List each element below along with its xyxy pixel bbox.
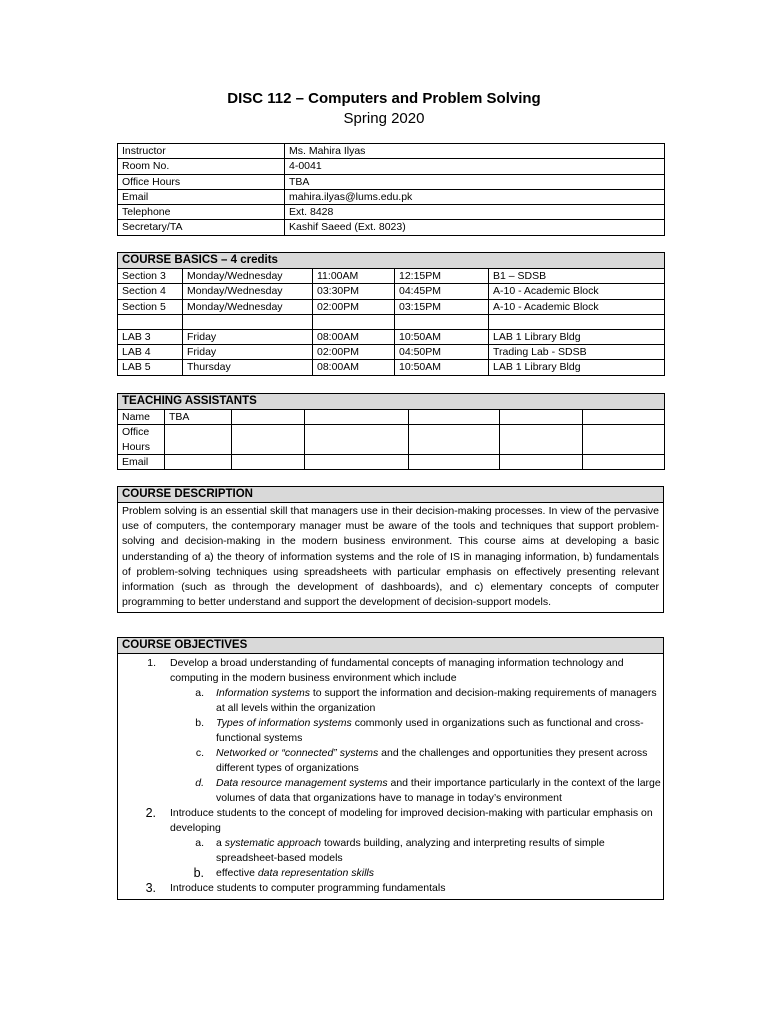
list-item [118, 866, 663, 881]
course-basics-heading: COURSE BASICS – 4 credits [118, 253, 665, 269]
objectives-list [118, 654, 664, 900]
cell: 12:15PM [395, 269, 489, 284]
info-label: Secretary/TA [118, 220, 285, 235]
list-item [118, 746, 663, 776]
cell [183, 314, 313, 329]
cell [305, 410, 409, 425]
cell: B1 – SDSB [489, 269, 665, 284]
cell [500, 410, 583, 425]
list-item [118, 716, 663, 746]
cell [583, 425, 665, 455]
cell: Monday/Wednesday [183, 284, 313, 299]
cell [489, 314, 665, 329]
info-value: Kashif Saeed (Ext. 8023) [285, 220, 665, 235]
list-number: 3. [145, 881, 156, 895]
emphasis-text: Networked or “connected” systems [216, 747, 379, 759]
cell [165, 425, 232, 455]
cell [395, 314, 489, 329]
info-label: Email [118, 189, 285, 204]
course-basics-table [117, 252, 665, 376]
cell: LAB 5 [118, 360, 183, 375]
cell: 10:50AM [395, 360, 489, 375]
ta-office-hours-label [118, 425, 165, 455]
emphasis-text: data representation skills [257, 867, 374, 879]
table-row [118, 454, 665, 469]
list-text: and their importance particularly in the context of the large volumes of data that organizations have to manage in today’s environment [216, 777, 661, 804]
section-header [118, 638, 664, 654]
course-description-heading: COURSE DESCRIPTION [118, 487, 664, 503]
list-letter: c. [195, 747, 204, 759]
cell [583, 410, 665, 425]
cell: Section 5 [118, 299, 183, 314]
list-item [118, 776, 663, 806]
list-text: Introduce students to the concept of modeling for improved decision-making with particular emphasis on developing [170, 807, 653, 834]
section-header [118, 253, 665, 269]
ta-name-label: Name [118, 410, 165, 425]
list-text: effective [216, 867, 258, 879]
cell: Thursday [183, 360, 313, 375]
cell [313, 314, 395, 329]
cell: Trading Lab - SDSB [489, 345, 665, 360]
cell [232, 425, 305, 455]
instructor-info-table [117, 143, 665, 236]
cell: Monday/Wednesday [183, 269, 313, 284]
document-subtitle: Spring 2020 [343, 110, 425, 127]
cell [409, 410, 500, 425]
list-text: a [216, 837, 225, 849]
emphasis-text: Data resource management systems [216, 777, 388, 789]
course-objectives-heading: COURSE OBJECTIVES [118, 638, 664, 654]
list-number: 1. [147, 657, 156, 669]
cell: 08:00AM [313, 329, 395, 344]
table-row [118, 220, 665, 235]
list-item [118, 656, 663, 686]
cell: LAB 4 [118, 345, 183, 360]
info-label: Office Hours [118, 174, 285, 189]
cell: LAB 3 [118, 329, 183, 344]
cell: Friday [183, 345, 313, 360]
cell: 10:50AM [395, 329, 489, 344]
cell: 11:00AM [313, 269, 395, 284]
course-description-text: Problem solving is an essential skill that managers use in their decision-making processes. In view of the pervasive use of computers, the contemporary manager must be aware of the tools and techniques that support problem-solving and decision-making in the modern business environment. This course aims at developing a basic understanding of a) the theory of information systems and the role of IS in managing information, b) fundamentals of problem-solving techniques using spreadsheets with particular emphasis on effectively presenting relevant information (such as through the development of dashboards), and c) elementary concepts of computer programming to better understand and support the development of decision-support models. [118, 503, 664, 613]
cell [583, 454, 665, 469]
course-description-table [117, 486, 664, 613]
cell [409, 425, 500, 455]
list-letter: d. [195, 777, 204, 789]
cell [305, 454, 409, 469]
cell: 03:15PM [395, 299, 489, 314]
list-letter: a. [195, 837, 204, 849]
info-value: Ms. Mahira Ilyas [285, 144, 665, 159]
table-row [118, 329, 665, 344]
info-label: Telephone [118, 205, 285, 220]
table-row [118, 159, 665, 174]
info-label: Room No. [118, 159, 285, 174]
cell [500, 425, 583, 455]
cell: Monday/Wednesday [183, 299, 313, 314]
cell: A-10 - Academic Block [489, 284, 665, 299]
cell [118, 314, 183, 329]
info-value: Ext. 8428 [285, 205, 665, 220]
cell [165, 454, 232, 469]
cell: LAB 1 Library Bldg [489, 329, 665, 344]
table-row [118, 284, 665, 299]
list-text: and the challenges and opportunities they present across different types of organizations [216, 747, 648, 774]
table-row [118, 345, 665, 360]
list-letter: a. [195, 687, 204, 699]
cell: 02:00PM [313, 299, 395, 314]
table-row [118, 314, 665, 329]
cell: Section 3 [118, 269, 183, 284]
cell: Friday [183, 329, 313, 344]
list-number: 2. [145, 806, 156, 820]
table-row [118, 360, 665, 375]
cell: 08:00AM [313, 360, 395, 375]
list-item [118, 836, 663, 866]
table-row [118, 269, 665, 284]
cell: Section 4 [118, 284, 183, 299]
table-row [118, 299, 665, 314]
list-item [118, 686, 663, 716]
table-row [118, 425, 665, 455]
office-label-line: Hours [122, 440, 151, 453]
teaching-assistants-heading: TEACHING ASSISTANTS [118, 394, 665, 410]
list-letter: b. [195, 717, 204, 729]
list-text: Develop a broad understanding of fundamental concepts of managing information technology and computing in the modern business environment which include [170, 657, 624, 684]
section-header [118, 487, 664, 503]
list-text: to support the information and decision-making requirements of managers at all levels within the organization [216, 687, 657, 714]
table-row [118, 410, 665, 425]
list-item [118, 881, 663, 896]
emphasis-text: systematic approach [224, 837, 322, 849]
teaching-assistants-table [117, 393, 665, 470]
cell: LAB 1 Library Bldg [489, 360, 665, 375]
list-text: commonly used in organizations such as functional and cross-functional systems [216, 717, 644, 744]
info-value: 4-0041 [285, 159, 665, 174]
cell: A-10 - Academic Block [489, 299, 665, 314]
office-label-line: Office [122, 426, 150, 439]
ta-name-value: TBA [165, 410, 232, 425]
course-objectives-table [117, 637, 664, 900]
list-text: towards building, analyzing and interpreting results of simple spreadsheet-based models [216, 837, 605, 864]
table-row [118, 654, 664, 900]
cell: 04:45PM [395, 284, 489, 299]
cell [305, 425, 409, 455]
info-value: TBA [285, 174, 665, 189]
cell [500, 454, 583, 469]
section-header [118, 394, 665, 410]
list-letter: b. [193, 866, 204, 880]
cell: 03:30PM [313, 284, 395, 299]
info-value: mahira.ilyas@lums.edu.pk [285, 189, 665, 204]
table-row [118, 503, 664, 613]
ta-email-label: Email [118, 454, 165, 469]
table-row [118, 189, 665, 204]
cell [232, 410, 305, 425]
table-row [118, 205, 665, 220]
emphasis-text: Information systems [216, 687, 310, 699]
document-title: DISC 112 – Computers and Problem Solving [227, 90, 541, 107]
emphasis-text: Types of information systems [216, 717, 352, 729]
cell [409, 454, 500, 469]
list-text: Introduce students to computer programming fundamentals [170, 882, 446, 894]
list-item [118, 806, 663, 836]
cell [232, 454, 305, 469]
cell: 04:50PM [395, 345, 489, 360]
cell: 02:00PM [313, 345, 395, 360]
info-label: Instructor [118, 144, 285, 159]
table-row [118, 144, 665, 159]
table-row [118, 174, 665, 189]
